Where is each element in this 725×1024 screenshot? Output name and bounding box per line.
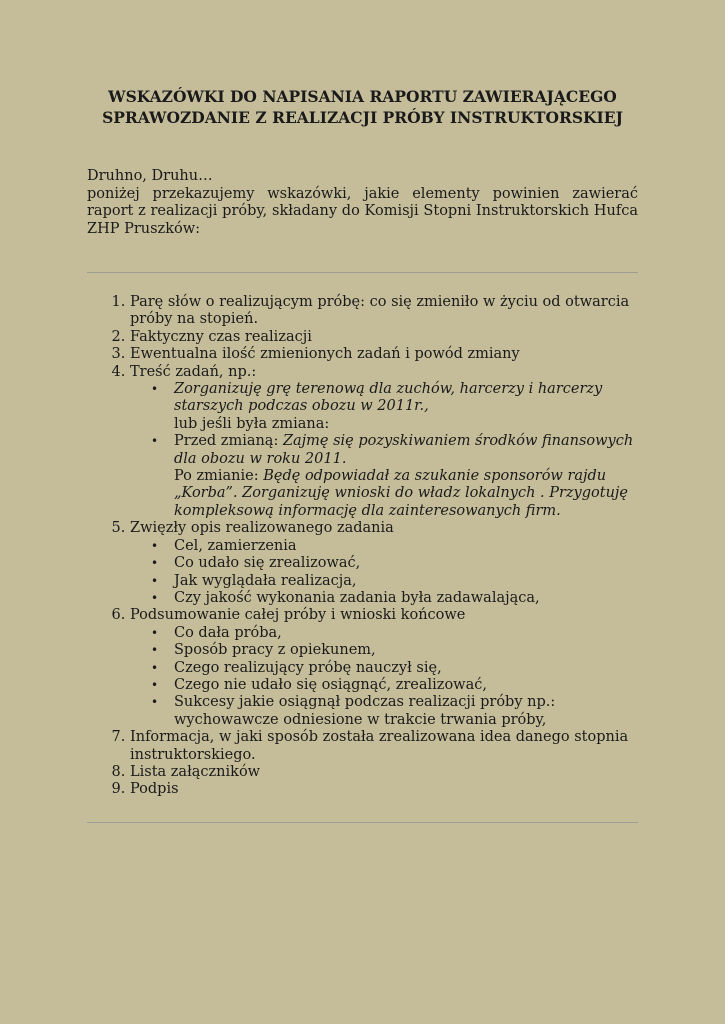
bullet-item: • Jak wyglądała realizacja, bbox=[174, 573, 638, 590]
after-change-text: Będę odpowiadał za szukanie sponsorów rajdu „Korba”. Zorganizuję wnioski do władz lokalnych . Przygotuję kompleksową informację dla zainteresowanych firm. bbox=[174, 468, 629, 519]
example-task-text: Zorganizuję grę terenową dla zuchów, harcerzy i harcerzy starszych podczas obozu w 2011r., bbox=[174, 381, 603, 415]
list-item: 5. Zwięzły opis realizowanego zadania • Cel, zamierzenia • Co udało się zrealizować, • Jak wyglądała realizacja, • Czy jakość wykonania zadania była zadawalająca, bbox=[130, 520, 638, 607]
list-item: 2. Faktyczny czas realizacji bbox=[130, 329, 638, 346]
list-item: 8. Lista załączników bbox=[130, 764, 638, 781]
bullet-item: • Sposób pracy z opiekunem, bbox=[174, 642, 638, 659]
intro-body: poniżej przekazujemy wskazówki, jakie elementy powinien zawierać raport z realizacji próby, składany do Komisji Stopni Instruktorskich Hufca ZHP Pruszków: bbox=[87, 185, 638, 237]
list-item: 3. Ewentualna ilość zmienionych zadań i powód zmiany bbox=[130, 346, 638, 363]
bullet-item: • Co dała próba, bbox=[174, 625, 638, 642]
bullet-item: • Czy jakość wykonania zadania była zadawalająca, bbox=[174, 590, 638, 607]
greeting: Druhno, Druhu… bbox=[87, 168, 213, 184]
title-line-1: WSKAZÓWKI DO NAPISANIA RAPORTU ZAWIERAJĄCEGO bbox=[108, 87, 617, 106]
document-title bbox=[87, 86, 638, 128]
list-item: 4. Treść zadań, np.: • Zorganizuję grę terenową dla zuchów, harcerzy i harcerzy starszych podczas obozu w 2011r., lub jeśli była zmiana: • Przed zmianą: Zajmę się pozyskiwaniem środków finansowych dla obozu w roku 2011. Po zmianie: Będę odpowiadał za szukanie sponsorów rajdu „Korba”. Zorganizuję wnioski do władz lokalnych . Przygotuję kompleksową informację dla zainteresowanych firm. bbox=[130, 364, 638, 521]
summary-list bbox=[130, 625, 638, 729]
list-item: 9. Podpis bbox=[130, 781, 638, 798]
bottom-divider bbox=[87, 822, 638, 823]
bullet-item: • Czego realizujący próbę nauczył się, bbox=[174, 660, 638, 677]
list-item: 1. Parę słów o realizującym próbę: co się zmieniło w życiu od otwarcia próby na stopień. bbox=[130, 294, 638, 329]
bullet-item: • Sukcesy jakie osiągnął podczas realizacji próby np.: wychowawcze odniesione w trakcie trwania próby, bbox=[174, 694, 638, 729]
intro-paragraph bbox=[87, 168, 638, 238]
guidelines-list bbox=[87, 294, 638, 799]
task-examples-list bbox=[130, 381, 638, 520]
bullet-item: • Co udało się zrealizować, bbox=[174, 555, 638, 572]
after-change-label: Po zmianie: bbox=[174, 468, 264, 485]
bullet-item bbox=[174, 433, 638, 520]
task-description-list bbox=[130, 538, 638, 608]
bullet-item: • Czego nie udało się osiągnąć, zrealizować, bbox=[174, 677, 638, 694]
bullet-item: • Cel, zamierzenia bbox=[174, 538, 638, 555]
list-item: 7. Informacja, w jaki sposób została zrealizowana idea danego stopnia instruktorskiego. bbox=[130, 729, 638, 764]
change-note: lub jeśli była zmiana: bbox=[174, 415, 330, 432]
bullet-item bbox=[174, 381, 638, 433]
before-change-text: Zajmę się pozyskiwaniem środków finansowych dla obozu w roku 2011. bbox=[174, 433, 634, 467]
before-change-label: Przed zmianą: bbox=[174, 433, 283, 450]
list-item: 6. Podsumowanie całej próby i wnioski końcowe • Co dała próba, • Sposób pracy z opiekunem, • Czego realizujący próbę nauczył się, • Czego nie udało się osiągnąć, zrealizować, • Sukcesy jakie osiągnął podczas realizacji próby np.: wychowawcze odniesione w trakcie trwania próby, bbox=[130, 607, 638, 729]
top-divider bbox=[87, 272, 638, 273]
title-line-2: SPRAWOZDANIE Z REALIZACJI PRÓBY INSTRUKTORSKIEJ bbox=[102, 108, 623, 127]
